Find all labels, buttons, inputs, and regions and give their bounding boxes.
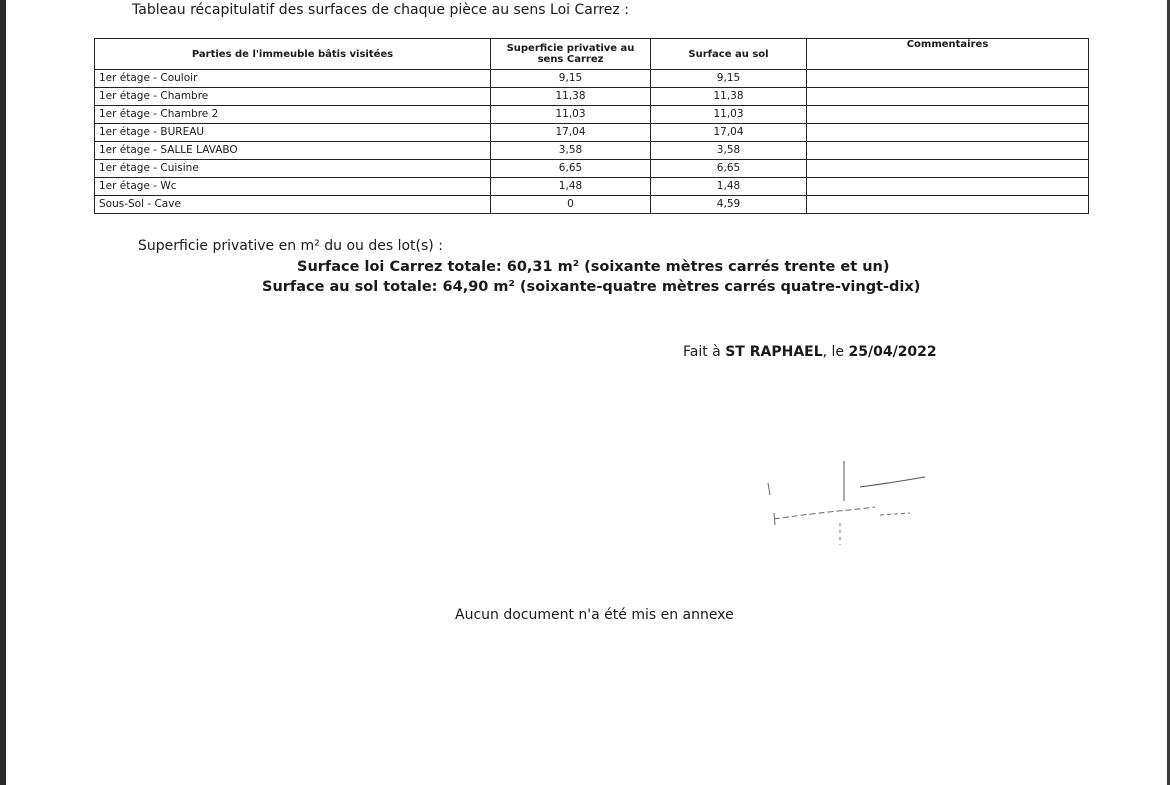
- cell-piece: 1er étage - Couloir: [95, 70, 491, 88]
- place-date-line: [683, 344, 937, 360]
- table-row: [95, 160, 1089, 178]
- table-row: [95, 178, 1089, 196]
- table-row: [95, 142, 1089, 160]
- cell-carrez: 9,15: [491, 70, 651, 88]
- cell-piece: 1er étage - SALLE LAVABO: [95, 142, 491, 160]
- cell-carrez: 3,58: [491, 142, 651, 160]
- cell-comment: [807, 88, 1089, 106]
- total-carrez: Surface loi Carrez totale: 60,31 m² (soixante mètres carrés trente et un): [297, 259, 890, 275]
- signature-mark: [760, 455, 930, 550]
- header-sol: Surface au sol: [651, 39, 807, 70]
- place-mid: , le: [822, 344, 849, 360]
- cell-sol: 6,65: [651, 160, 807, 178]
- table-row: [95, 88, 1089, 106]
- header-carrez: Superficie privative au sens Carrez: [491, 39, 651, 70]
- cell-piece: 1er étage - Cuisine: [95, 160, 491, 178]
- table-intro: Tableau récapitulatif des surfaces de chaque pièce au sens Loi Carrez :: [132, 2, 629, 18]
- header-comment: Commentaires: [807, 39, 1089, 70]
- annex-note: Aucun document n'a été mis en annexe: [455, 607, 734, 623]
- cell-carrez: 11,38: [491, 88, 651, 106]
- cell-carrez: 11,03: [491, 106, 651, 124]
- cell-sol: 11,38: [651, 88, 807, 106]
- cell-piece: 1er étage - Wc: [95, 178, 491, 196]
- cell-comment: [807, 160, 1089, 178]
- cell-sol: 11,03: [651, 106, 807, 124]
- total-sol: Surface au sol totale: 64,90 m² (soixante-quatre mètres carrés quatre-vingt-dix): [262, 279, 921, 295]
- cell-carrez: 17,04: [491, 124, 651, 142]
- cell-comment: [807, 196, 1089, 214]
- table-row: [95, 106, 1089, 124]
- cell-comment: [807, 70, 1089, 88]
- cell-sol: 9,15: [651, 70, 807, 88]
- table-header-row: [95, 39, 1089, 70]
- lot-line: Superficie privative en m² du ou des lot(s) :: [138, 238, 443, 254]
- cell-piece: 1er étage - Chambre: [95, 88, 491, 106]
- cell-piece: Sous-Sol - Cave: [95, 196, 491, 214]
- table-row: [95, 124, 1089, 142]
- cell-comment: [807, 124, 1089, 142]
- cell-piece: 1er étage - BUREAU: [95, 124, 491, 142]
- cell-sol: 1,48: [651, 178, 807, 196]
- header-piece: Parties de l'immeuble bâtis visitées: [95, 39, 491, 70]
- cell-comment: [807, 178, 1089, 196]
- cell-carrez: 1,48: [491, 178, 651, 196]
- place-city: ST RAPHAEL: [725, 344, 823, 360]
- table-row: [95, 70, 1089, 88]
- cell-sol: 4,59: [651, 196, 807, 214]
- cell-piece: 1er étage - Chambre 2: [95, 106, 491, 124]
- place-date: 25/04/2022: [848, 344, 937, 360]
- table-body: [95, 70, 1089, 214]
- cell-sol: 3,58: [651, 142, 807, 160]
- cell-carrez: 0: [491, 196, 651, 214]
- cell-comment: [807, 142, 1089, 160]
- scan-edge-left: [0, 0, 6, 785]
- place-prefix: Fait à: [683, 344, 726, 360]
- table-row: [95, 196, 1089, 214]
- cell-comment: [807, 106, 1089, 124]
- cell-sol: 17,04: [651, 124, 807, 142]
- cell-carrez: 6,65: [491, 160, 651, 178]
- surface-table: [94, 38, 1089, 214]
